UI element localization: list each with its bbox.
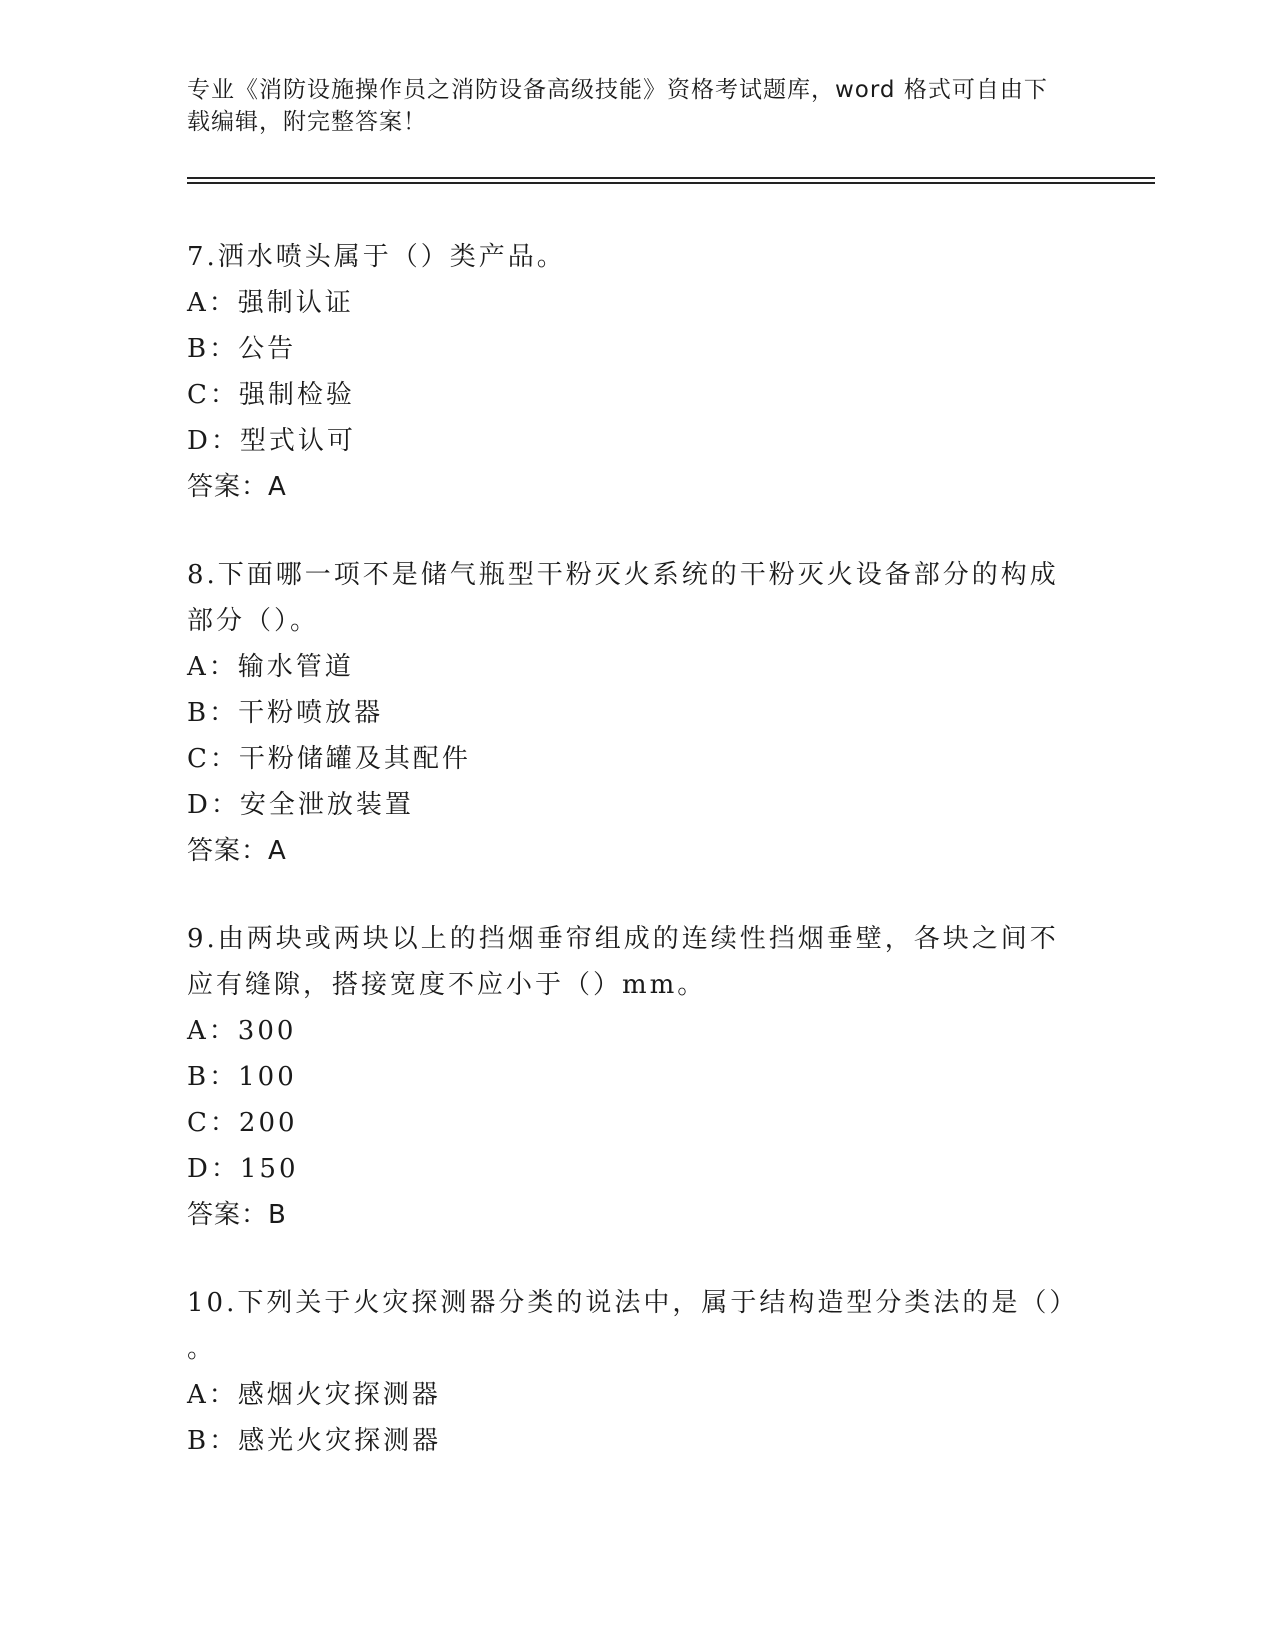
question-stem-line-2: 。	[187, 1334, 217, 1364]
option-label: B：	[187, 334, 239, 364]
option-text: 150	[239, 1154, 299, 1184]
header-divider-top	[187, 177, 1155, 179]
question-stem-line-1: 10.下列关于火灾探测器分类的说法中，属于结构造型分类法的是（）	[187, 1288, 1079, 1318]
option-d	[187, 418, 1067, 464]
option-c	[187, 736, 1067, 782]
option-label: D：	[187, 1154, 240, 1184]
question-stem-line-2: 部分（）。	[187, 606, 320, 636]
option-text: 强制检验	[238, 380, 355, 410]
option-text: 200	[238, 1108, 298, 1138]
option-text: 感光火灾探测器	[238, 1426, 442, 1456]
option-b	[187, 1418, 1067, 1464]
header-divider-bottom	[187, 182, 1155, 184]
option-label: A：	[187, 288, 238, 318]
option-a	[187, 280, 1067, 326]
option-a	[187, 1008, 1067, 1054]
option-b	[187, 326, 1067, 372]
option-text: 300	[237, 1016, 297, 1046]
question-stem-line-1: 9.由两块或两块以上的挡烟垂帘组成的连续性挡烟垂壁，各块之间不	[187, 924, 1059, 954]
option-text: 输水管道	[237, 652, 354, 682]
answer-text: 答案：A	[187, 836, 287, 866]
document-header	[187, 74, 1067, 138]
option-text: 强制认证	[237, 288, 354, 318]
option-text: 安全泄放装置	[239, 790, 414, 820]
option-a	[187, 1372, 1067, 1418]
option-label: B：	[187, 1426, 239, 1456]
option-c	[187, 372, 1067, 418]
question-list	[187, 234, 1079, 1506]
option-label: C：	[187, 1108, 239, 1138]
option-b	[187, 690, 1067, 736]
option-label: B：	[187, 698, 239, 728]
option-text: 干粉储罐及其配件	[238, 744, 471, 774]
header-line-1: 专业《消防设施操作员之消防设备高级技能》资格考试题库，word 格式可自由下	[187, 77, 1048, 103]
option-text: 公告	[238, 334, 297, 364]
question-stem: 7.洒水喷头属于（）类产品。	[187, 242, 566, 272]
option-text: 干粉喷放器	[238, 698, 384, 728]
option-label: C：	[187, 744, 239, 774]
option-label: C：	[187, 380, 239, 410]
option-c	[187, 1100, 1067, 1146]
option-text: 100	[238, 1062, 297, 1092]
option-label: A：	[187, 652, 238, 682]
option-text: 型式认可	[239, 426, 356, 456]
option-d	[187, 1146, 1067, 1192]
question-9	[187, 916, 1067, 1238]
question-8	[187, 552, 1067, 874]
option-label: A：	[187, 1016, 238, 1046]
option-label: B：	[187, 1062, 239, 1092]
option-label: D：	[187, 790, 240, 820]
option-label: A：	[187, 1380, 238, 1410]
option-d	[187, 782, 1067, 828]
answer-text: 答案：A	[187, 472, 287, 502]
question-7	[187, 234, 1067, 510]
answer-text: 答案：B	[187, 1200, 287, 1230]
header-line-2: 载编辑，附完整答案！	[187, 109, 427, 135]
option-text: 感烟火灾探测器	[237, 1380, 441, 1410]
question-stem-line-1: 8.下面哪一项不是储气瓶型干粉灭火系统的干粉灭火设备部分的构成	[187, 560, 1059, 590]
question-stem-line-2: 应有缝隙，搭接宽度不应小于（）mm。	[187, 970, 707, 1000]
option-b	[187, 1054, 1067, 1100]
option-label: D：	[187, 426, 240, 456]
option-a	[187, 644, 1067, 690]
question-10	[187, 1280, 1079, 1464]
